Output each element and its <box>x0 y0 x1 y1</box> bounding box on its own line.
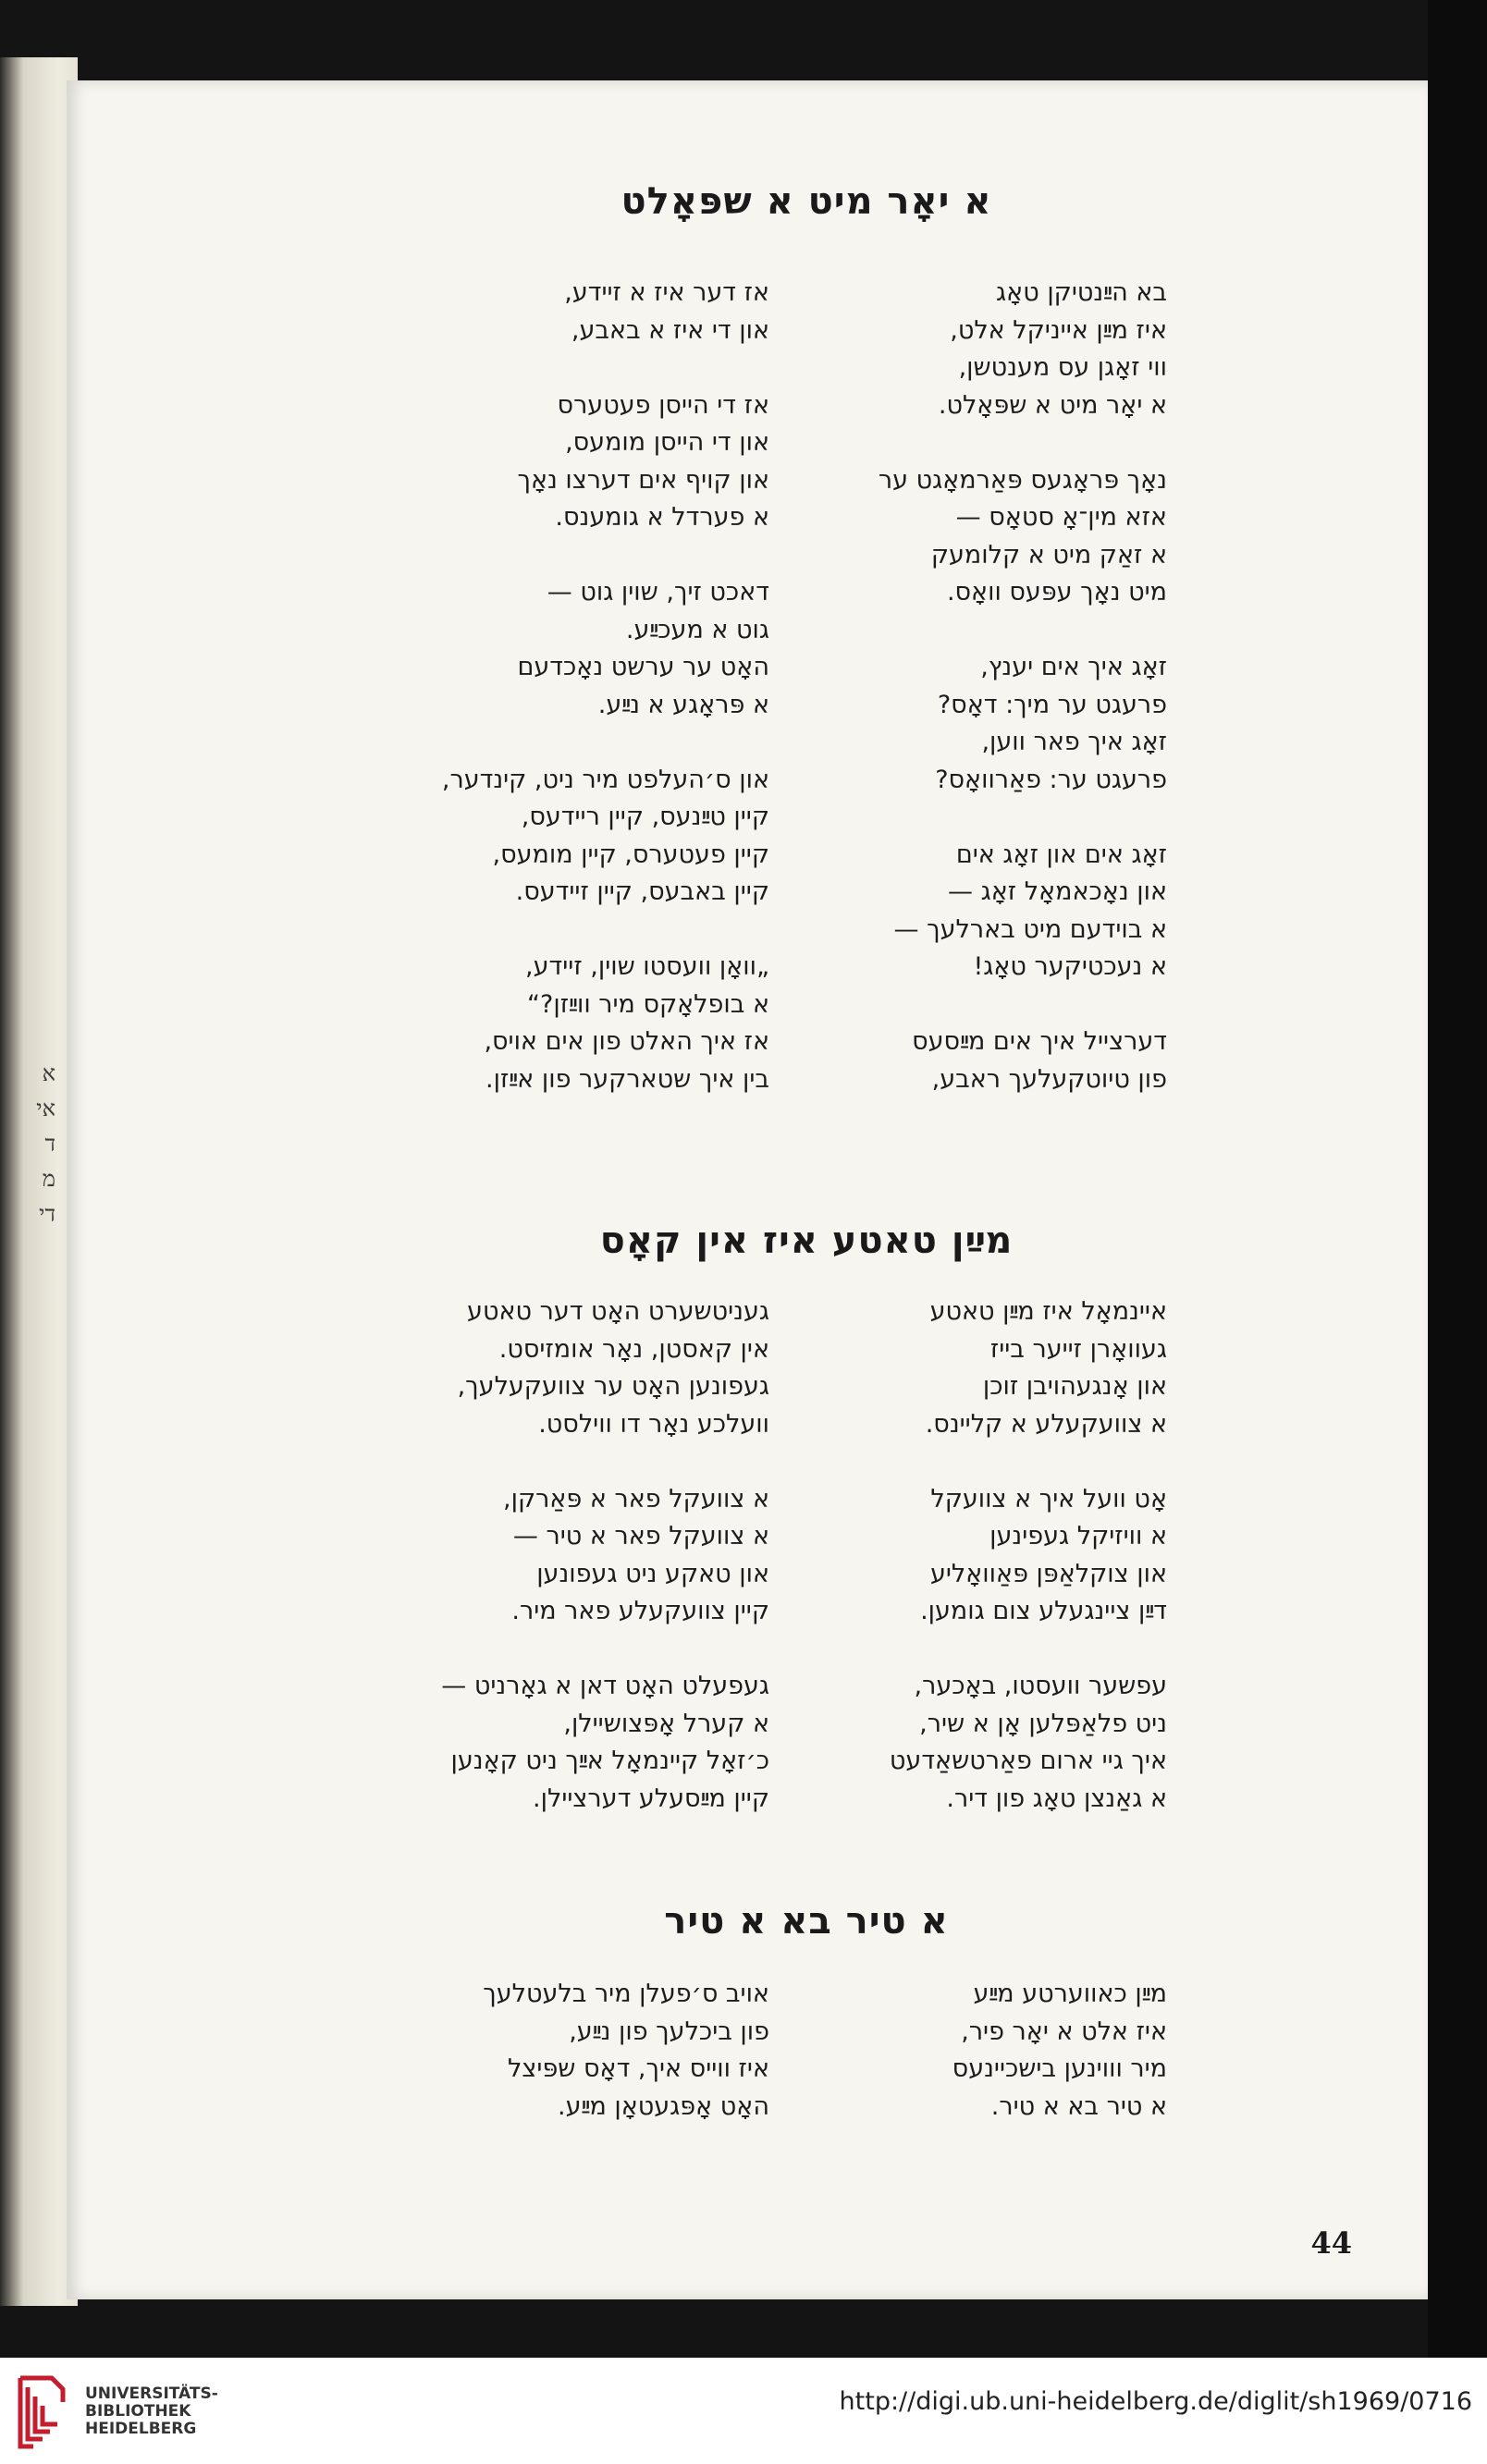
verse-line: קיין מײַסעלע דערציילן. <box>533 1784 769 1813</box>
stanza <box>344 387 769 537</box>
verse-line: אז די הייסן פעטערס <box>557 390 769 420</box>
verse-line: אויב ס׳פעלן מיר בלעטלעך <box>483 1980 769 2008</box>
verse-line: וועלכע נאָר דו ווילסט. <box>538 1409 769 1439</box>
verse-line: אין קאסטן, נאָר אומזיסט. <box>498 1334 769 1364</box>
verse-line: און צוקלאַפּן פּאַוואָליע <box>929 1559 1167 1588</box>
verse-line: און ס׳העלפט מיר ניט, קינדער, <box>441 765 769 794</box>
verse-line: האָט אָפּגעטאָן מײַע. <box>558 2091 769 2121</box>
stanza <box>779 462 1167 612</box>
poem-1-title: א יאָר מיט א שפּאָלט <box>621 180 992 223</box>
verse-line: א זאַק מיט א קלומעק <box>930 540 1167 570</box>
verse-line: „וואָן וועסטו שוין, זיידע, <box>525 952 769 981</box>
verse-line: א צוועקל פאר א פּאַרקן, <box>503 1484 769 1514</box>
stanza <box>344 1976 769 2126</box>
verse-line: זאָג אים און זאָג אים <box>955 840 1167 869</box>
verse-line: א צוועקעלע א קליינס. <box>925 1409 1167 1439</box>
verse-line: דערצייל איך אים מײַסעס <box>912 1027 1167 1056</box>
verse-line: און טאקע ניט געפונען <box>536 1559 769 1588</box>
right-dark-margin <box>1428 0 1487 2358</box>
verse-line: און נאָכאמאָל זאָג — <box>948 877 1167 906</box>
verse-line: א וויזיקל געפינען <box>989 1522 1167 1551</box>
poem-3-right-column <box>779 1976 1167 2126</box>
verse-line: קיין באבעס, קיין זיידעס. <box>515 877 769 906</box>
verse-line: פון ביכלעך פון נײַע, <box>569 2017 769 2046</box>
verse-line: פרעגט ער מיך: דאָס? <box>937 690 1167 719</box>
verse-line: אזא מין־אָ סטאָס — <box>955 503 1167 532</box>
verse-line: קיין טײַנעס, קיין ריידעס, <box>521 803 769 831</box>
left-page-text-fragments <box>0 1056 55 1232</box>
verse-line: און קויף אים דערצו נאָך <box>517 465 769 495</box>
verse-line: א בופלאָקס מיר ווײַזן?“ <box>527 989 769 1019</box>
verse-line: איז ווייס איך, דאָס שפּיצל <box>508 2054 769 2083</box>
verse-line: און די הייסן מומעס, <box>565 428 769 457</box>
verse-line: אָט וועל איך א צוועקל <box>930 1484 1167 1514</box>
verse-line: פון טיוטקעלעך ראבע, <box>931 1064 1167 1094</box>
stanza <box>344 949 769 1098</box>
verse-line: געניטשערט האָט דער טאטע <box>467 1297 769 1326</box>
verse-line: נאָך פּראָגעס פּאַרמאָגט ער <box>878 465 1167 495</box>
verse-line: און די איז א באבע, <box>571 315 769 345</box>
logo-line-1: UNIVERSITÄTS- <box>85 2384 218 2403</box>
stanza <box>344 1668 769 1818</box>
verse-line: א פּראָגע א נײַע. <box>597 690 769 719</box>
verse-line: איז מײַן אייניקל אלט, <box>950 315 1167 345</box>
stanza <box>779 649 1167 799</box>
stanza <box>344 1293 769 1443</box>
verse-line: בא הײַנטיקן טאָג <box>996 278 1167 307</box>
poem-2-title: מײַן טאטע איז אין קאָס <box>599 1220 1014 1262</box>
poem-3-title: א טיר בא א טיר <box>664 1900 949 1943</box>
left-page-fragment: מ <box>42 1166 55 1192</box>
verse-line: בין איך שטארקער פון אײַזן. <box>485 1064 769 1094</box>
verse-line: איז אלט א יאָר פיר, <box>961 2017 1167 2046</box>
verse-line: ניט פלאַפּלען אָן א שיר, <box>919 1709 1167 1738</box>
verse-line: מײַן כאווערטע מײַע <box>973 1980 1167 2008</box>
footer-bar <box>0 2358 1487 2464</box>
verse-line: דײַן ציינגעלע צום גומען. <box>920 1597 1167 1625</box>
stanza <box>779 1024 1167 1098</box>
verse-line: איך גיי ארום פאַרטשאַדעט <box>889 1747 1167 1775</box>
stanza <box>779 1976 1167 2126</box>
verse-line: ווי זאָגן עס מענטשן, <box>958 353 1167 382</box>
verse-line: געוואָרן זייער בייז <box>989 1334 1167 1364</box>
verse-line: א גאַנצן טאָג פון דיר. <box>946 1784 1167 1813</box>
verse-line: געפונען האָט ער צוועקעלעך, <box>457 1372 769 1401</box>
left-page-fragment: אי <box>36 1096 55 1122</box>
stanza <box>779 1481 1167 1631</box>
verse-line: א יאָר מיט א שפּאָלט. <box>938 390 1167 420</box>
book-page <box>67 80 1428 2299</box>
verse-line: גוט א מעכײַע. <box>625 615 769 644</box>
verse-line: און אָנגעהויבן זוכן <box>982 1372 1167 1401</box>
poem-3-left-column <box>344 1976 769 2126</box>
verse-line: קיין פעטערס, קיין מומעס, <box>492 840 769 869</box>
stanza <box>344 275 769 349</box>
verse-line: א פערדל א גומענס. <box>555 503 769 532</box>
logo-line-2: BIBLIOTHEK <box>85 2402 191 2421</box>
stanza <box>779 1668 1167 1818</box>
verse-line: איינמאָל איז מײַן טאטע <box>929 1297 1167 1326</box>
stanza <box>779 1293 1167 1443</box>
verse-line: האָט ער ערשט נאָכדעם <box>517 653 769 681</box>
verse-line: געפעלט האָט דאן א גאָרניט — <box>441 1672 769 1700</box>
verse-line: זאָג איך פאר ווען, <box>981 728 1167 756</box>
logo-line-3: HEIDELBERG <box>85 2420 197 2438</box>
verse-line: עפשער וועסטו, באָכער, <box>914 1672 1167 1700</box>
library-logo-icon <box>15 2374 68 2450</box>
verse-line: אז איך האלט פון אים אויס, <box>484 1027 769 1056</box>
verse-line: אז דער איז א זיידע, <box>564 278 769 307</box>
source-url-link[interactable]: http://digi.ub.uni-heidelberg.de/diglit/sh1969/0716 <box>839 2387 1472 2416</box>
verse-line: מיט נאָך עפּעס וואָס. <box>946 578 1167 607</box>
poem-2-right-column <box>779 1293 1167 1818</box>
verse-line: א קערל אָפּצושיילן, <box>563 1709 769 1738</box>
stanza <box>344 762 769 912</box>
stanza <box>344 1481 769 1631</box>
page-number: 44 <box>1310 2225 1352 2261</box>
verse-line: זאָג איך אים יענץ, <box>980 653 1167 681</box>
left-page-fragment: די <box>39 1201 55 1227</box>
library-logo-text <box>85 2385 218 2438</box>
verse-line: א בוידעם מיט בארלעך — <box>893 914 1167 944</box>
verse-line: קיין צוועקעלע פאר מיר. <box>511 1597 769 1625</box>
verse-line: א טיר בא א טיר. <box>990 2091 1167 2121</box>
verse-line: כ׳זאָל קיינמאָל אײַך ניט קאָנען <box>450 1747 769 1775</box>
stanza <box>344 574 769 724</box>
verse-line: מיר וווינען בישכיינעס <box>952 2054 1167 2083</box>
verse-line: פרעגט ער: פאַרוואָס? <box>935 765 1167 794</box>
poem-1-left-column <box>344 275 769 1098</box>
verse-line: דאכט זיך, שוין גוט — <box>547 578 769 607</box>
left-page-fragment: א <box>42 1060 55 1086</box>
verse-line: א צוועקל פאר א טיר — <box>512 1522 769 1551</box>
stanza <box>779 275 1167 424</box>
poem-1-right-column <box>779 275 1167 1098</box>
poem-2-left-column <box>344 1293 769 1818</box>
verse-line: א נעכטיקער טאָג! <box>973 952 1167 981</box>
left-page-fragment: ד <box>44 1131 55 1157</box>
stanza <box>779 837 1167 987</box>
